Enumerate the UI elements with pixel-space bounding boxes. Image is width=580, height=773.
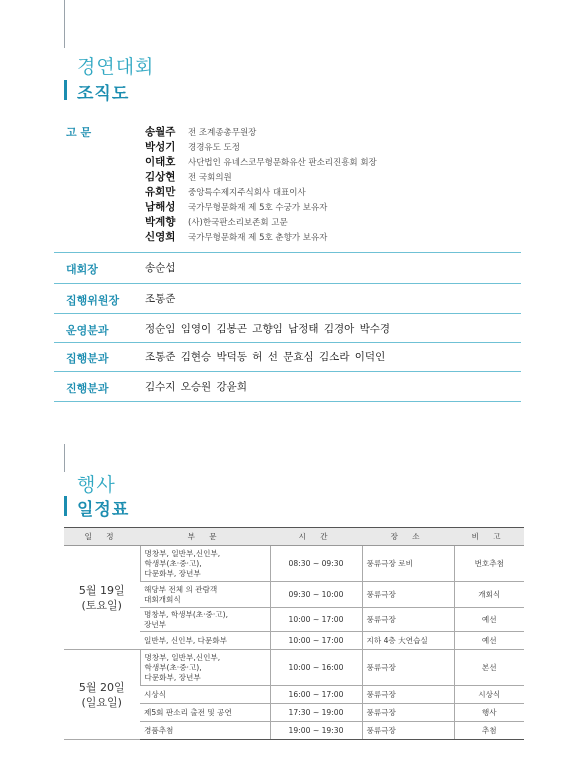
day-cell <box>64 546 140 650</box>
advisor-row: 남해성 국가무형문화재 제 5호 수궁가 보유자 <box>145 201 328 213</box>
note-cell: 예선 <box>454 632 524 650</box>
time-cell: 17:30 ~ 19:00 <box>270 704 362 722</box>
advisor-row: 신영희 국가무형문화재 제 5호 춘향가 보유자 <box>145 231 328 243</box>
org-role-names: 정순임 임영이 김봉곤 고향임 남정태 김경아 박수경 <box>145 323 391 335</box>
time-cell: 10:00 ~ 17:00 <box>270 608 362 632</box>
divider <box>54 342 521 343</box>
org-role-label: 대회장 <box>66 263 98 276</box>
section-divider-line <box>64 444 65 472</box>
note-cell: 행사 <box>454 704 524 722</box>
time-cell: 10:00 ~ 17:00 <box>270 632 362 650</box>
note-cell: 추첨 <box>454 722 524 740</box>
place-cell: 풍류극장 <box>362 704 454 722</box>
org-subtitle: 경연대회 <box>77 56 155 78</box>
table-row <box>64 546 524 582</box>
day-weekday: (일요일) <box>81 695 122 709</box>
divider <box>54 313 521 314</box>
divider <box>54 283 521 284</box>
advisor-row: 박성기 경경유도 도정 <box>145 141 240 153</box>
place-cell: 풍류극장 <box>362 722 454 740</box>
advisor-row: 박계향 (사)한국판소리보존회 고문 <box>145 216 288 228</box>
section-cell: 시상식 <box>140 686 270 704</box>
org-title: 조직도 <box>77 84 130 104</box>
advisor-row: 이태호 사단법인 유네스코무형문화유산 판소리진흥회 회장 <box>145 156 377 168</box>
place-cell: 풍류극장 <box>362 650 454 686</box>
advisor-row: 송월주 전 조계종총무원장 <box>145 126 257 138</box>
place-cell: 풍류극장 <box>362 608 454 632</box>
advisor-row: 유회만 중앙특수제지주식회사 대표이사 <box>145 186 306 198</box>
header-date: 일 정 <box>64 528 140 546</box>
schedule-title-bar <box>64 496 67 516</box>
divider <box>54 401 521 402</box>
divider <box>54 252 521 253</box>
header-note: 비 고 <box>454 528 524 546</box>
place-cell: 풍류극장 로비 <box>362 546 454 582</box>
note-cell: 번호추첨 <box>454 546 524 582</box>
org-role-label: 진행분과 <box>66 382 109 395</box>
org-role-label: 집행분과 <box>66 352 109 365</box>
day-date: 5월 20일 <box>78 680 125 694</box>
time-cell: 19:00 ~ 19:30 <box>270 722 362 740</box>
note-cell: 본선 <box>454 650 524 686</box>
schedule-title: 일정표 <box>77 500 130 520</box>
time-cell: 08:30 ~ 09:30 <box>270 546 362 582</box>
section-cell: 해당부 전체 의 관람객 대회개회식 <box>140 582 270 608</box>
org-role-names: 조통준 김현승 박덕동 허 선 문효심 김소라 이덕인 <box>145 351 386 363</box>
time-cell: 16:00 ~ 17:00 <box>270 686 362 704</box>
org-role-label: 집행위원장 <box>66 294 120 307</box>
divider <box>54 371 521 372</box>
section-cell: 명창부, 학생부(초·중·고), 장년부 <box>140 608 270 632</box>
place-cell: 지하 4층 大연습실 <box>362 632 454 650</box>
header-place: 장 소 <box>362 528 454 546</box>
advisors-label: 고 문 <box>66 126 92 139</box>
schedule-table <box>64 527 524 740</box>
table-row <box>64 650 524 686</box>
day-cell <box>64 650 140 740</box>
day-date: 5월 19일 <box>78 583 125 597</box>
org-title-bar <box>64 80 67 100</box>
place-cell: 풍류극장 <box>362 582 454 608</box>
section-cell: 경품추첨 <box>140 722 270 740</box>
org-role-names: 조통준 <box>145 293 176 305</box>
section-cell: 명창부, 일반부,신인부, 학생부(초·중·고), 다문화부, 장년부 <box>140 546 270 582</box>
note-cell: 시상식 <box>454 686 524 704</box>
schedule-subtitle: 행사 <box>77 474 116 496</box>
org-role-names: 송순섭 <box>145 262 176 274</box>
section-divider-line <box>64 0 65 48</box>
time-cell: 09:30 ~ 10:00 <box>270 582 362 608</box>
header-section: 부 문 <box>140 528 270 546</box>
note-cell: 개회식 <box>454 582 524 608</box>
org-role-names: 김수지 오승원 강윤희 <box>145 381 247 393</box>
section-cell: 명창부, 일반부,신인부, 학생부(초·중·고), 다문화부, 장년부 <box>140 650 270 686</box>
place-cell: 풍류극장 <box>362 686 454 704</box>
org-role-label: 운영분과 <box>66 324 109 337</box>
header-time: 시 간 <box>270 528 362 546</box>
note-cell: 예선 <box>454 608 524 632</box>
day-weekday: (토요일) <box>81 598 122 612</box>
time-cell: 10:00 ~ 16:00 <box>270 650 362 686</box>
section-cell: 일반부, 신인부, 다문화부 <box>140 632 270 650</box>
advisor-row: 김상현 전 국회의원 <box>145 171 232 183</box>
section-cell: 제5회 판소리 출전 및 공연 <box>140 704 270 722</box>
table-header-row <box>64 528 524 546</box>
